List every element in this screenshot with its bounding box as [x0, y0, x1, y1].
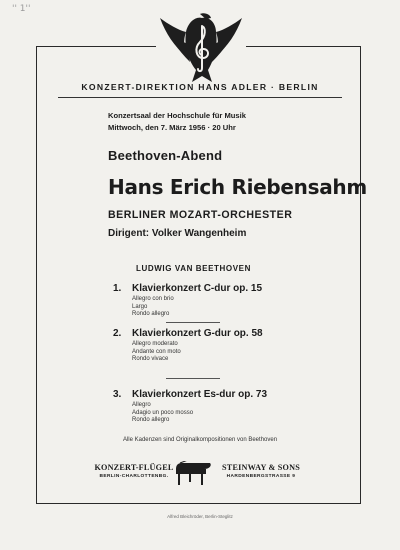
conductor-label: Dirigent:: [108, 228, 150, 239]
movement: Allegro: [132, 402, 151, 408]
work-title: Klavierkonzert C-dur op. 15: [132, 283, 263, 294]
cadenza-note: Alle Kadenzen sind Originalkompositionen von Beethoven: [122, 437, 278, 443]
movement: Andante con moto: [132, 348, 181, 355]
eagle-with-treble-clef-icon: [156, 12, 246, 90]
movement: Allegro con brio: [132, 296, 174, 302]
header-divider: [58, 97, 342, 98]
event-date-time: Mittwoch, den 7. März 1956 · 20 Uhr: [108, 123, 236, 132]
sponsor-left-subtitle: BERLIN-CHARLOTTENBG.: [99, 474, 169, 479]
movement: Rondo vivace: [132, 356, 169, 363]
work-title: Klavierkonzert G-dur op. 58: [132, 328, 263, 339]
work-title: Klavierkonzert Es-dur op. 73: [132, 389, 268, 400]
program-work: [113, 283, 262, 319]
concert-agency-name: KONZERT-DIREKTION HANS ADLER · BERLIN: [81, 82, 319, 92]
movement: Rondo allegro: [132, 417, 170, 424]
work-number: 1.: [113, 283, 122, 294]
work-number: 2.: [113, 328, 122, 339]
sponsor-left-title: KONZERT-FLÜGEL: [94, 463, 174, 472]
movement: Rondo allegro: [132, 311, 170, 318]
sponsor-left: [86, 463, 182, 479]
soloist-name: Hans Erich Riebensahm: [108, 175, 367, 199]
movement: Allegro moderato: [132, 341, 178, 347]
event-title: Beethoven-Abend: [108, 148, 223, 163]
sponsor-right-subtitle: HARDENBERGSTRASSE 9: [226, 474, 296, 479]
work-separator: [166, 322, 220, 323]
venue-block: [108, 110, 246, 134]
work-separator: [166, 378, 220, 379]
conductor-name: Volker Wangenheim: [151, 228, 247, 239]
orchestra-name: BERLINER MOZART-ORCHESTER: [108, 209, 293, 221]
composer-name: LUDWIG VAN BEETHOVEN: [136, 264, 251, 273]
movement: Adagio un poco mosso: [132, 409, 194, 416]
corner-mark: '' 1'': [12, 4, 31, 14]
work-number: 3.: [113, 389, 122, 400]
venue-name: Konzertsaal der Hochschule für Musik: [108, 111, 246, 120]
sponsor-right: [207, 463, 315, 479]
movement: Largo: [132, 303, 148, 310]
program-work: [113, 389, 267, 425]
sponsor-advertisement: [86, 458, 316, 498]
printer-imprint: Alfred Bleichröder, Berlin-Steglitz: [167, 514, 233, 519]
sponsor-right-title: STEINWAY & SONS: [222, 463, 300, 472]
conductor-line: [108, 228, 246, 239]
program-work: [113, 328, 263, 364]
